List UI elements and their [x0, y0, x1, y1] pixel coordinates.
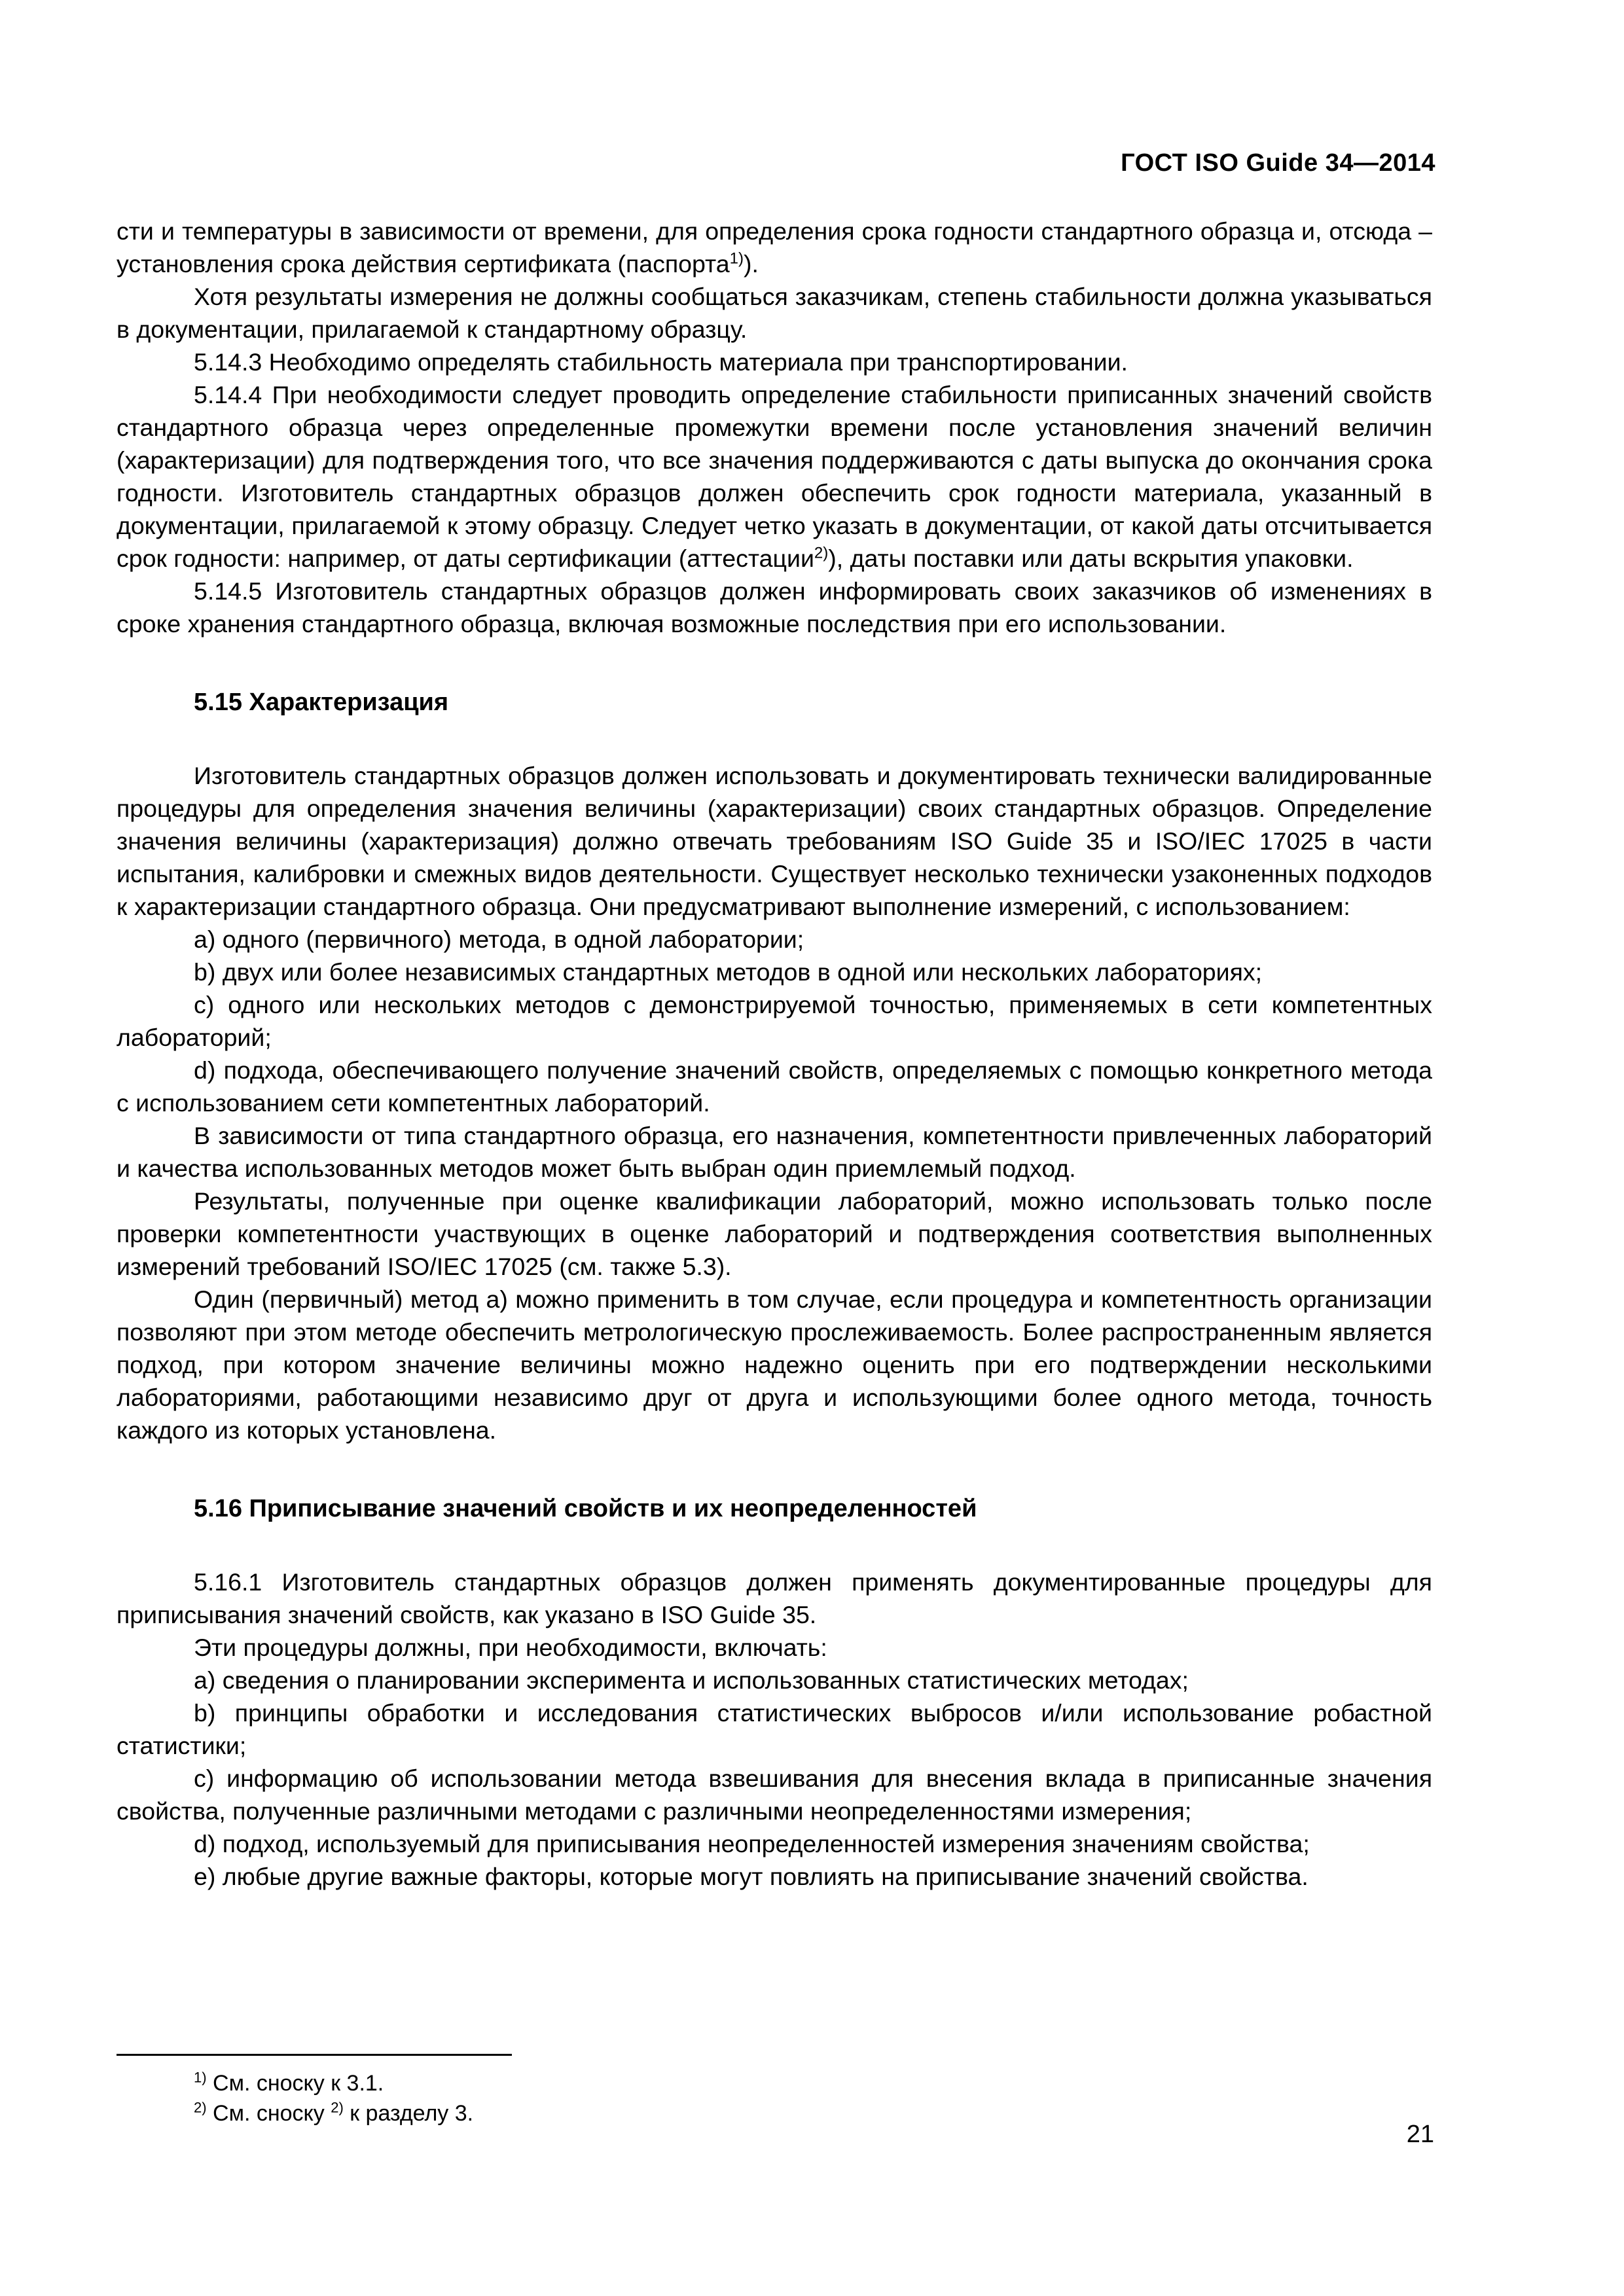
clause-5-14-4 [117, 378, 1432, 575]
list-item-d: d) подход, используемый для приписывания неопределенностей измерения значениям свойства; [194, 1830, 1310, 1857]
list-item-e: e) любые другие важные факторы, которые могут повлиять на приписывание значений свойства. [194, 1863, 1308, 1890]
document-body [117, 215, 1432, 1893]
section-5-15-paragraph-3: Результаты, полученные при оценке квалификации лабораторий, можно использовать только после проверки компетентности участвующих в оценке лабораторий и подтверждения соответствия выполненных измерений требований ISO/IEC 17025 (см. также 5.3). [117, 1187, 1432, 1280]
list-item-a: a) одного (первичного) метода, в одной лаборатории; [194, 925, 804, 953]
list-item-b: b) принципы обработки и исследования статистических выбросов и/или использование робастной статистики; [117, 1699, 1432, 1759]
footnote-1 [194, 2068, 473, 2098]
document-header: ГОСТ ISO Guide 34—2014 [1121, 149, 1435, 177]
section-5-15-paragraph-1: Изготовитель стандартных образцов должен использовать и документировать технически валидированные процедуры для определения значения величины (характеризации) своих стандартных образцов. Определение значения величины (характеризация) должно отвечать требованиям ISO Guide 35 и ISO/IEC 17025 в части испытания, калибровки и смежных видов деятельности. Существует несколько технически узаконенных подходов к характеризации стандартного образца. Они предусматривают выполнение измерений, с использованием: [117, 762, 1432, 920]
list-item-d: d) подхода, обеспечивающего получение значений свойств, определяемых с помощью конкретного метода с использованием сети компетентных лабораторий. [117, 1056, 1432, 1117]
intro-p1-text: сти и температуры в зависимости от времени, для определения срока годности стандартного образца и, отсюда – установления срока действия сертификата (паспорта [117, 217, 1432, 278]
footnote-2-tail: к разделу 3. [343, 2101, 474, 2126]
section-5-16-paragraph-2: Эти процедуры должны, при необходимости, включать: [194, 1634, 827, 1661]
footnote-2-mark: 2) [194, 2099, 207, 2116]
footnotes [194, 2068, 473, 2128]
intro-paragraph-1 [117, 215, 1432, 280]
footnote-ref-2: 2) [814, 544, 829, 562]
footnote-ref-1: 1) [729, 249, 744, 268]
footnote-2 [194, 2098, 473, 2128]
clause-5-14-4-text: 5.14.4 При необходимости следует проводить определение стабильности приписанных значений свойств стандартного образца через определенные промежутки времени после установления значений величин (характеризации) для подтверждения того, что все значения поддерживаются с даты выпуска до окончания срока годности. Изготовитель стандартных образцов должен обеспечить срок годности материала, указанный в документации, прилагаемой к этому образцу. Следует четко указать в документации, от какой даты отсчитывается срок годности: например, от даты сертификации (аттестации [117, 381, 1432, 572]
footnote-divider [117, 2054, 512, 2056]
footnote-1-mark: 1) [194, 2069, 207, 2086]
footnote-2-inner-mark: 2) [331, 2099, 344, 2116]
clause-5-14-3: 5.14.3 Необходимо определять стабильность материала при транспортировании. [194, 348, 1128, 376]
section-heading-5-16: 5.16 Приписывание значений свойств и их неопределенностей [194, 1495, 977, 1522]
clause-5-14-5: 5.14.5 Изготовитель стандартных образцов должен информировать своих заказчиков об изменениях в сроке хранения стандартного образца, включая возможные последствия при его использовании. [117, 577, 1432, 637]
section-heading-5-15: 5.15 Характеризация [194, 689, 449, 716]
section-5-15-paragraph-2: В зависимости от типа стандартного образца, его назначения, компетентности привлеченных лабораторий и качества использованных методов может быть выбран один приемлемый подход. [117, 1122, 1432, 1182]
footnote-1-text: См. сноску к 3.1. [206, 2071, 384, 2096]
section-5-15-paragraph-4: Один (первичный) метод a) можно применить в том случае, если процедура и компетентность организации позволяют при этом методе обеспечить метрологическую прослеживаемость. Более распространенным является подход, при котором значение величины можно надежно оценить при его подтверждении несколькими лабораториями, работающими независимо друг от друга и использующими более одного метода, точность каждого из которых установлена. [117, 1285, 1432, 1444]
clause-5-16-1: 5.16.1 Изготовитель стандартных образцов должен применять документированные процедуры для приписывания значений свойств, как указано в ISO Guide 35. [117, 1568, 1432, 1628]
clause-5-14-4-tail: ), даты поставки или даты вскрытия упаковки. [828, 545, 1354, 572]
page-number: 21 [1406, 2121, 1434, 2148]
list-item-c: c) информацию об использовании метода взвешивания для внесения вклада в приписанные значения свойства, полученные различными методами с различными неопределенностями измерения; [117, 1765, 1432, 1825]
intro-paragraph-2: Хотя результаты измерения не должны сообщаться заказчикам, степень стабильности должна указываться в документации, прилагаемой к стандартному образцу. [117, 283, 1432, 343]
list-item-b: b) двух или более независимых стандартных методов в одной или нескольких лабораториях; [194, 958, 1263, 986]
intro-p1-tail: ). [744, 250, 759, 278]
list-item-a: a) сведения о планировании эксперимента и использованных статистических методах; [194, 1666, 1189, 1694]
footnote-2-text: См. сноску [206, 2101, 331, 2126]
list-item-c: c) одного или нескольких методов с демонстрируемой точностью, применяемых в сети компетентных лабораторий; [117, 991, 1432, 1051]
